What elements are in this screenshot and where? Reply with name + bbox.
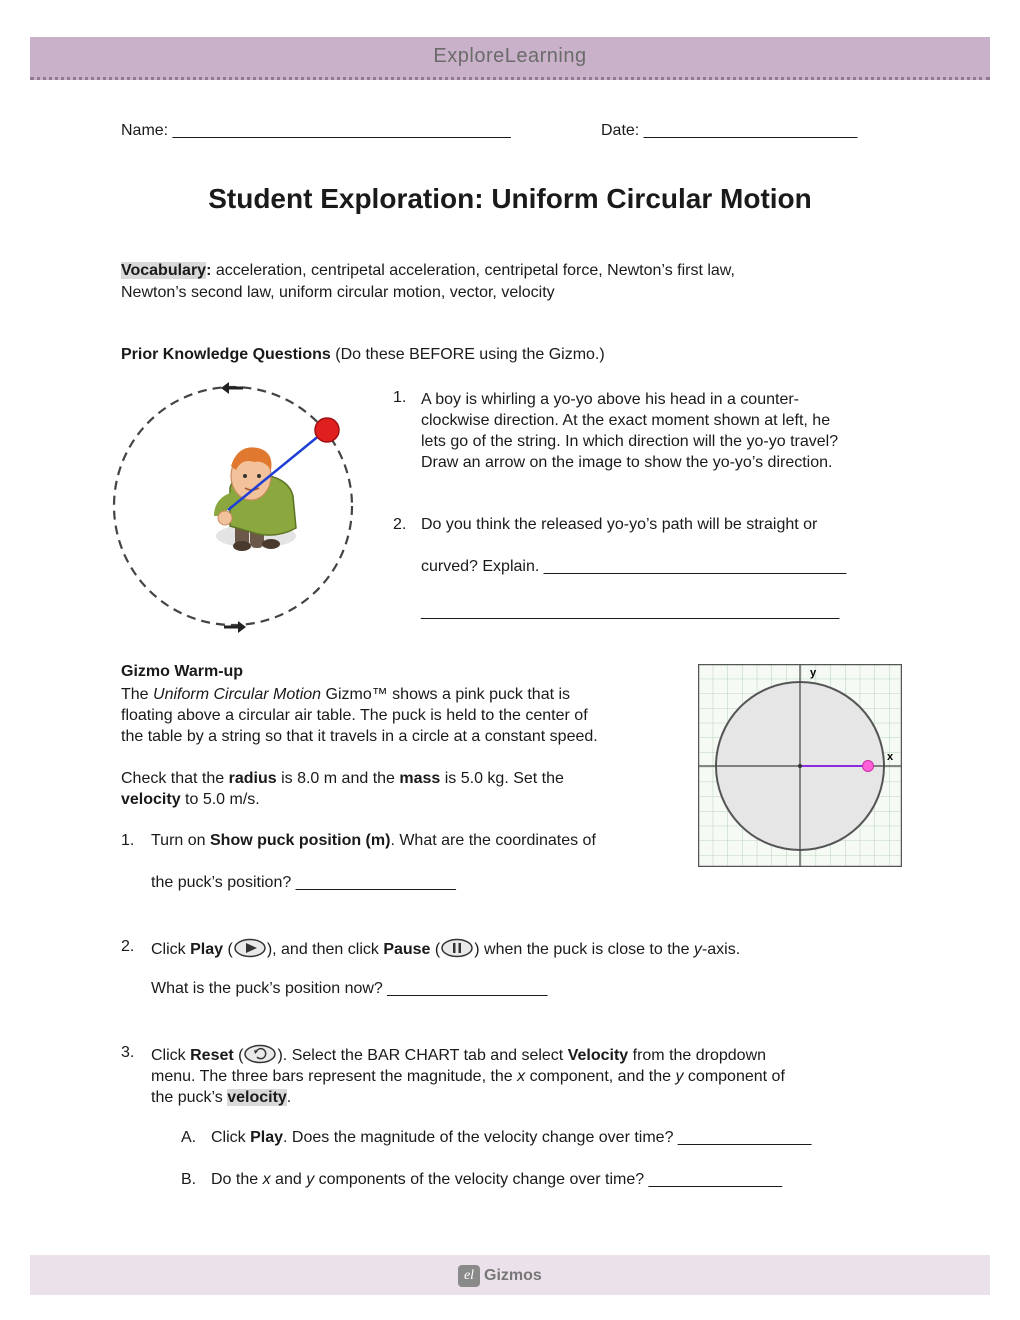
stepB-text[interactable] xyxy=(211,1171,782,1189)
date-field xyxy=(601,122,857,140)
step-text: Click xyxy=(151,941,191,958)
step1-number: 1. xyxy=(121,832,135,849)
vocabulary-label: Vocabulary xyxy=(121,262,207,279)
step-text: -axis. xyxy=(701,941,741,958)
step-text: the puck’s xyxy=(151,1089,228,1106)
header-banner xyxy=(30,37,990,80)
y-variable: y xyxy=(693,941,702,958)
center-pin xyxy=(798,764,802,768)
q1-line-3: lets go of the string. In which direction will the yo-yo travel? xyxy=(421,433,839,450)
gizmo-name: Uniform Circular Motion xyxy=(153,686,322,703)
warmup-paragraph-1 xyxy=(121,684,598,747)
step-text: ), and then click xyxy=(266,941,384,958)
play-icon xyxy=(233,938,267,958)
x-axis-label: x xyxy=(887,751,894,763)
date-blank[interactable]: ________________________ xyxy=(643,122,858,139)
warmup-line-3: the table by a string so that it travels in a circle at a constant speed. xyxy=(121,728,598,745)
stepB-label: B. xyxy=(181,1171,197,1188)
warmup-heading: Gizmo Warm-up xyxy=(121,663,244,680)
warmup-text: to 5.0 m/s. xyxy=(180,791,260,808)
name-blank[interactable]: ______________________________________ xyxy=(172,122,511,139)
step-text: Click xyxy=(151,1047,191,1064)
warmup-text: is 5.0 kg. Set the xyxy=(440,770,564,787)
pause-term: Pause xyxy=(383,941,431,958)
vocabulary-line-2: Newton’s second law, uniform circular motion, vector, velocity xyxy=(121,284,555,301)
radius-term: radius xyxy=(228,770,277,787)
gizmos-logo-text: Gizmos xyxy=(484,1267,542,1284)
gizmos-logo xyxy=(458,1263,542,1289)
stepA-text[interactable] xyxy=(211,1129,811,1147)
x-variable: x xyxy=(517,1068,526,1085)
step-text: ( xyxy=(430,941,441,958)
reset-term: Reset xyxy=(190,1047,234,1064)
step-text: ) when the puck is close to the xyxy=(474,941,694,958)
step-text: . xyxy=(286,1089,292,1106)
q2-line-1: Do you think the released yo-yo’s path will be straight or xyxy=(421,516,818,533)
q2-line-3[interactable]: _______________________________________________ xyxy=(421,603,840,620)
prior-knowledge-heading xyxy=(121,346,605,364)
q2-line-2[interactable]: curved? Explain. __________________________________ xyxy=(421,558,847,575)
step-text: component, and the xyxy=(525,1068,676,1085)
arrow-bottom-head xyxy=(238,621,246,633)
step1-answer-line[interactable]: the puck’s position? __________________ xyxy=(151,874,456,891)
step2-answer-line[interactable]: What is the puck’s position now? __________________ xyxy=(151,980,548,997)
gizmos-logo-icon: el xyxy=(458,1265,480,1287)
x-variable: x xyxy=(262,1171,271,1188)
step-text: . What are the coordinates of xyxy=(390,832,596,849)
name-label: Name: xyxy=(121,122,169,139)
step3-number: 3. xyxy=(121,1044,135,1061)
stepA-label: A. xyxy=(181,1129,197,1146)
vocabulary-colon: : xyxy=(206,262,212,279)
step-text: component of xyxy=(683,1068,785,1085)
pink-puck xyxy=(863,761,874,772)
velocity-term: velocity xyxy=(121,791,181,808)
vocabulary-terms-1: acceleration, centripetal acceleration, centripetal force, Newton’s first law, xyxy=(211,262,735,279)
footer-banner xyxy=(30,1255,990,1295)
reset-icon xyxy=(243,1044,277,1064)
boy-yoyo-illustration xyxy=(108,378,363,638)
step-text: Do the xyxy=(211,1171,263,1188)
warmup-text: Check that the xyxy=(121,770,229,787)
pause-icon xyxy=(440,938,474,958)
date-label: Date: xyxy=(601,122,640,139)
show-puck-position-term: Show puck position (m) xyxy=(210,832,391,849)
step3-text xyxy=(151,1044,785,1108)
warmup-text: Gizmo™ shows a pink puck that is xyxy=(321,686,571,703)
warmup-text: is 8.0 m and the xyxy=(276,770,400,787)
q1-text xyxy=(421,389,911,473)
warmup-line-2: floating above a circular air table. The puck is held to the center of xyxy=(121,707,588,724)
step-text: ( xyxy=(233,1047,244,1064)
name-field xyxy=(121,122,511,140)
y-variable: y xyxy=(306,1171,315,1188)
step-text: ( xyxy=(223,941,233,958)
yoyo xyxy=(315,418,339,442)
y-variable: y xyxy=(675,1068,684,1085)
vocabulary-line-1 xyxy=(121,262,735,280)
page-title: Student Exploration: Uniform Circular Motion xyxy=(208,183,812,214)
y-axis-label: y xyxy=(810,667,817,679)
play-term: Play xyxy=(250,1129,284,1146)
q1-line-1: A boy is whirling a yo-yo above his head in a counter- xyxy=(421,391,799,408)
velocity-vocab-highlight: velocity xyxy=(227,1089,287,1106)
velocity-option-term: Velocity xyxy=(567,1047,629,1064)
step-text: and xyxy=(270,1171,307,1188)
explorelearning-logo: ExploreLearning xyxy=(433,45,587,67)
step-text: ). Select the BAR CHART tab and select xyxy=(277,1047,568,1064)
step-text: from the dropdown xyxy=(628,1047,767,1064)
step-text: components of the velocity change over time? _______________ xyxy=(314,1171,783,1188)
q2-number: 2. xyxy=(393,516,407,533)
play-term: Play xyxy=(190,941,224,958)
prior-heading-text: Prior Knowledge Questions xyxy=(121,346,331,363)
step-text: . Does the magnitude of the velocity change over time? _______________ xyxy=(283,1129,812,1146)
step-text: Click xyxy=(211,1129,251,1146)
arrow-top-head xyxy=(221,382,229,394)
step-text: Turn on xyxy=(151,832,210,849)
step-text: menu. The three bars represent the magnitude, the xyxy=(151,1068,518,1085)
step1-line-1 xyxy=(151,832,596,850)
q1-line-2: clockwise direction. At the exact moment shown at left, he xyxy=(421,412,831,429)
warmup-paragraph-2 xyxy=(121,768,564,810)
step2-line-1 xyxy=(151,938,740,959)
prior-heading-note: (Do these BEFORE using the Gizmo.) xyxy=(330,346,605,363)
q1-number: 1. xyxy=(393,389,407,406)
warmup-text: The xyxy=(121,686,154,703)
gizmo-circle-diagram xyxy=(698,664,902,867)
step2-number: 2. xyxy=(121,938,135,955)
q1-line-4: Draw an arrow on the image to show the yo-yo’s direction. xyxy=(421,454,833,471)
mass-term: mass xyxy=(399,770,441,787)
